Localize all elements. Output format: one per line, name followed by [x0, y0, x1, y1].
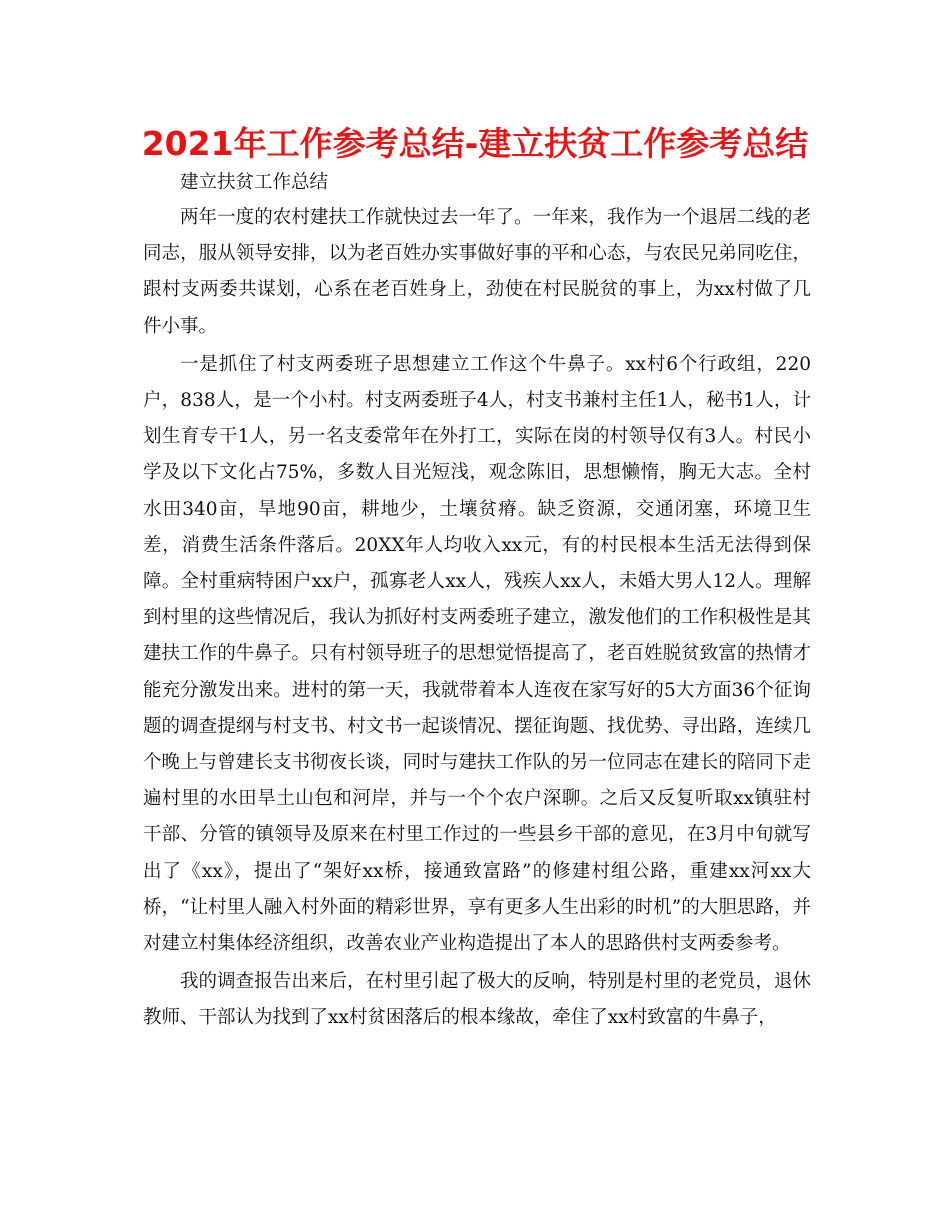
- paragraph: 一是抓住了村支两委班子思想建立工作这个牛鼻子。xx村6个行政组，220户，838人，是一个小村。村支两委班子4人，村支书兼村主任1人，秘书1人，计划生育专干1人，另一名支委常年在外打工，实际在岗的村领导仅有3人。村民小学及以下文化占75%，多数人目光短浅，观念陈旧，思想懒惰，胸无大志。全村水田340亩，旱地90亩，耕地少，土壤贫瘠。缺乏资源，交通闭塞，环境卫生差，消费生活条件落后。20XX年人均收入xx元，有的村民根本生活无法得到保障。全村重病特困户xx户，孤寡老人xx人，残疾人xx人，未婚大男人12人。理解到村里的这些情况后，我认为抓好村支两委班子建立，激发他们的工作积极性是其建扶工作的牛鼻子。只有村领导班子的思想觉悟提高了，老百姓脱贫致富的热情才能充分激发出来。进村的第一天，我就带着本人连夜在家写好的5大方面36个征询题的调查提纲与村支书、村文书一起谈情况、摆征询题、找优势、寻出路，连续几个晚上与曾建长支书彻夜长谈，同时与建扶工作队的另一位同志在建长的陪同下走遍村里的水田旱土山包和河岸，并与一个个农户深聊。之后又反复听取xx镇驻村干部、分管的镇领导及原来在村里工作过的一些县乡干部的意见，在3月中旬就写出了《xx》，提出了“架好xx桥，接通致富路”的修建村组公路，重建xx河xx大桥，“让村里人融入村外面的精彩世界，享有更多人生出彩的时机”的大胆思路，并对建立村集体经济组织，改善农业产业构造提出了本人的思路供村支两委参考。: [143, 353, 811, 955]
- document-body: [143, 200, 811, 1039]
- document-subtitle: 建立扶贫工作总结: [180, 172, 329, 193]
- document-title: 2021年工作参考总结-建立扶贫工作参考总结: [141, 124, 809, 163]
- paragraph: 我的调查报告出来后，在村里引起了极大的反响，特别是村里的老党员，退休教师、干部认为找到了xx村贫困落后的根本缘故，牵住了xx村致富的牛鼻子，: [143, 971, 811, 1029]
- paragraph: 两年一度的农村建扶工作就快过去一年了。一年来，我作为一个退居二线的老同志，服从领导安排，以为老百姓办实事做好事的平和心态，与农民兄弟同吃住，跟村支两委共谋划，心系在老百姓身上，劲使在村民脱贫的事上，为xx村做了几件小事。: [143, 207, 811, 337]
